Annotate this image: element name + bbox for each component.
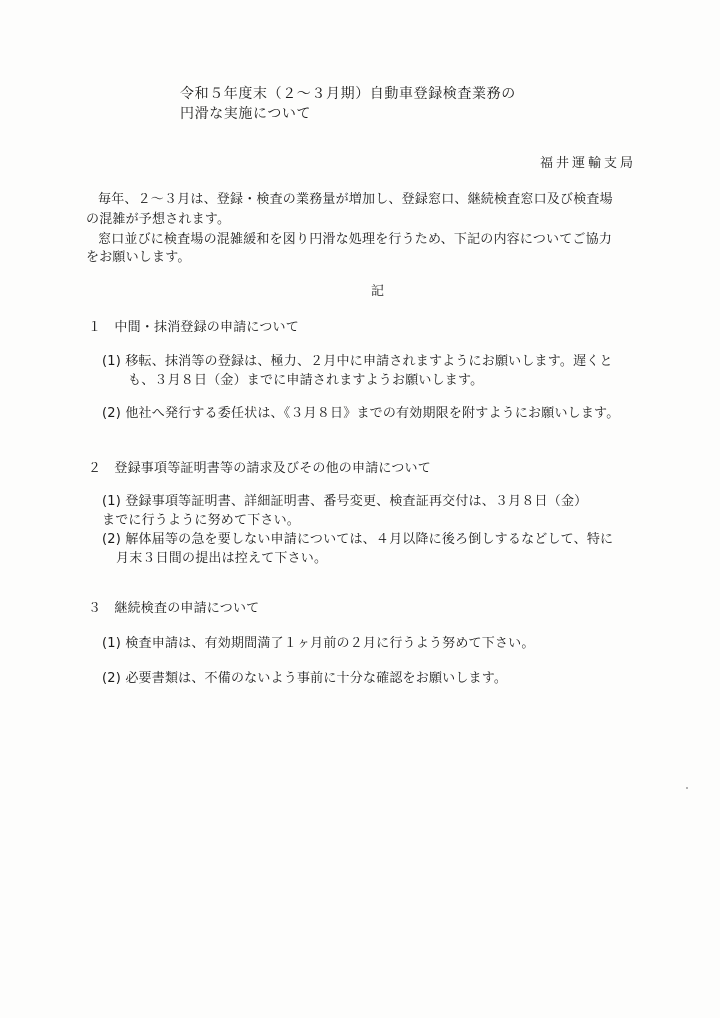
intro-line-4: をお願いします。 xyxy=(86,250,191,265)
section-2-item-2-cont: 月末３日間の提出は控えて下さい。 xyxy=(116,551,328,566)
section-2-item-1-cont: までに行うように努めて下さい。 xyxy=(102,513,301,528)
document-title-line-1: 令和５年度末（２～３月期）自動車登録検査業務の xyxy=(180,86,516,102)
section-1-item-1-cont: も、３月８日（金）までに申請されますようお願いします。 xyxy=(128,373,484,388)
section-2-item-1: (1) 登録事項等証明書、詳細証明書、番号変更、検査証再交付は、３月８日（金） xyxy=(102,494,588,509)
section-3-item-2: (2) 必要書類は、不備のないよう事前に十分な確認をお願いします。 xyxy=(102,671,508,686)
intro-line-1: 毎年、２～３月は、登録・検査の業務量が増加し、登録窓口、継続検査窓口及び検査場 xyxy=(98,192,613,207)
ki-heading: 記 xyxy=(371,284,385,299)
section-2-item-2: (2) 解体届等の急を要しない申請については、４月以降に後ろ倒しするなどして、特に xyxy=(102,532,614,547)
issuer-name: 福井運輸支局 xyxy=(540,156,637,171)
section-1-item-1: (1) 移転、抹消等の登録は、極力、２月中に申請されますようにお願いします。遅くと xyxy=(102,354,613,369)
intro-line-3: 窓口並びに検査場の混雑緩和を図り円滑な処理を行うため、下記の内容についてご協力 xyxy=(98,232,613,247)
section-1-item-2: (2) 他社へ発行する委任状は、《３月８日》までの有効期限を附すようにお願いします。 xyxy=(102,406,620,421)
document-title-line-2: 円滑な実施について xyxy=(180,106,312,122)
section-3-item-1: (1) 検査申請は、有効期間満了１ヶ月前の２月に行うよう努めて下さい。 xyxy=(102,636,535,651)
scan-speck xyxy=(686,787,688,789)
section-3-heading: ３ 継続検査の申請について xyxy=(88,601,260,616)
section-2-heading: ２ 登録事項等証明書等の請求及びその他の申請について xyxy=(88,461,431,476)
intro-line-2: の混雑が予想されます。 xyxy=(86,212,231,227)
section-1-heading: １ 中間・抹消登録の申請について xyxy=(88,320,299,335)
